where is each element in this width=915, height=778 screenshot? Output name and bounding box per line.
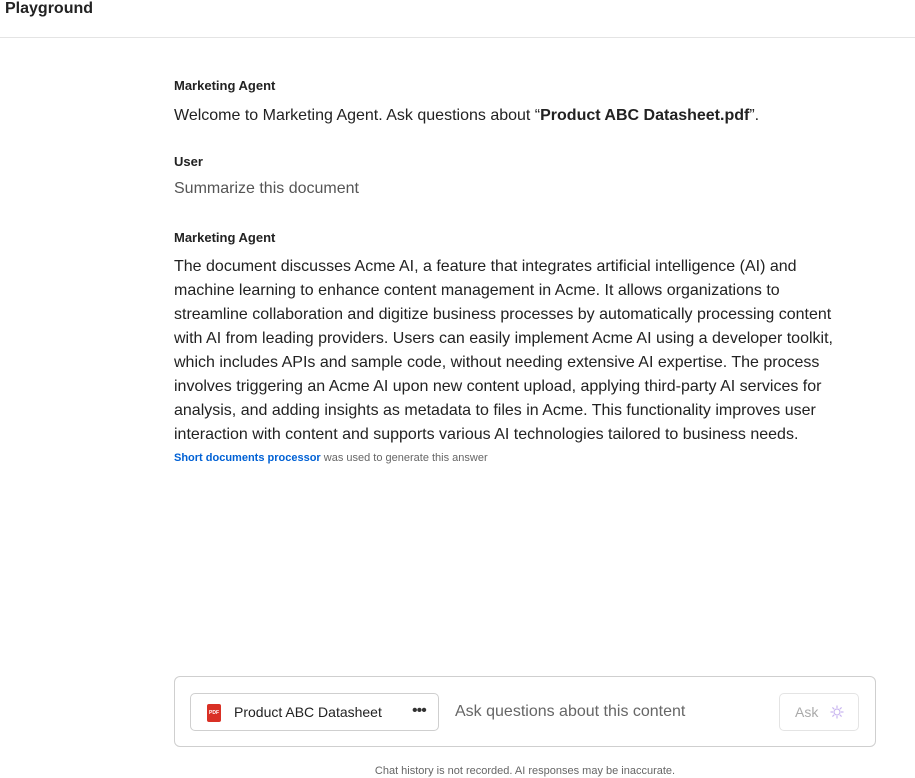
- top-bar: [0, 0, 915, 38]
- page-title: Playground: [5, 0, 94, 17]
- message-sender: User: [174, 154, 203, 169]
- question-input[interactable]: [455, 693, 755, 731]
- sparkle-icon: [829, 704, 845, 720]
- more-options-icon[interactable]: •••: [412, 702, 426, 719]
- message-text: The document discusses Acme AI, a feature that integrates artificial intelligence (AI) and machine learning to enhance content management in Acme. It allows organizations to streamline collaboration and digitize business processes by automatically processing content with AI from leading providers. Users can easily implement Acme AI using a developer toolkit, which includes APIs and sample code, without needing extensive AI expertise. The process involves triggering an Acme AI upon new content upload, applying third-party AI services for analysis, and adding insights as metadata to files in Acme. This functionality improves user interaction with content and supports various AI technologies tailored to business needs.: [174, 258, 833, 443]
- processor-suffix: was used to generate this answer: [320, 452, 488, 464]
- message-agent-answer: [174, 230, 854, 465]
- message-user: [174, 154, 359, 201]
- message-text: [174, 104, 759, 128]
- message-sender: Marketing Agent: [174, 78, 276, 93]
- ask-button-label: Ask: [795, 704, 819, 720]
- message-text-start: Welcome to Marketing Agent. Ask questions about “: [174, 107, 541, 124]
- message-text: Summarize this document: [174, 180, 359, 197]
- answer-footnote: [174, 451, 854, 465]
- file-name: Product ABC Datasheet.pdf: [540, 107, 750, 124]
- disclaimer-text: Chat history is not recorded. AI responses may be inaccurate.: [374, 765, 676, 777]
- file-chip[interactable]: [190, 693, 439, 731]
- message-text-end: ”.: [749, 107, 760, 124]
- ask-button[interactable]: [779, 693, 859, 731]
- message-sender: Marketing Agent: [174, 230, 276, 245]
- processor-link[interactable]: Short documents processor: [174, 452, 321, 464]
- file-chip-label: Product ABC Datasheet: [234, 704, 382, 720]
- composer: [174, 676, 876, 747]
- pdf-icon: PDF: [207, 704, 221, 722]
- message-agent-welcome: [174, 78, 759, 128]
